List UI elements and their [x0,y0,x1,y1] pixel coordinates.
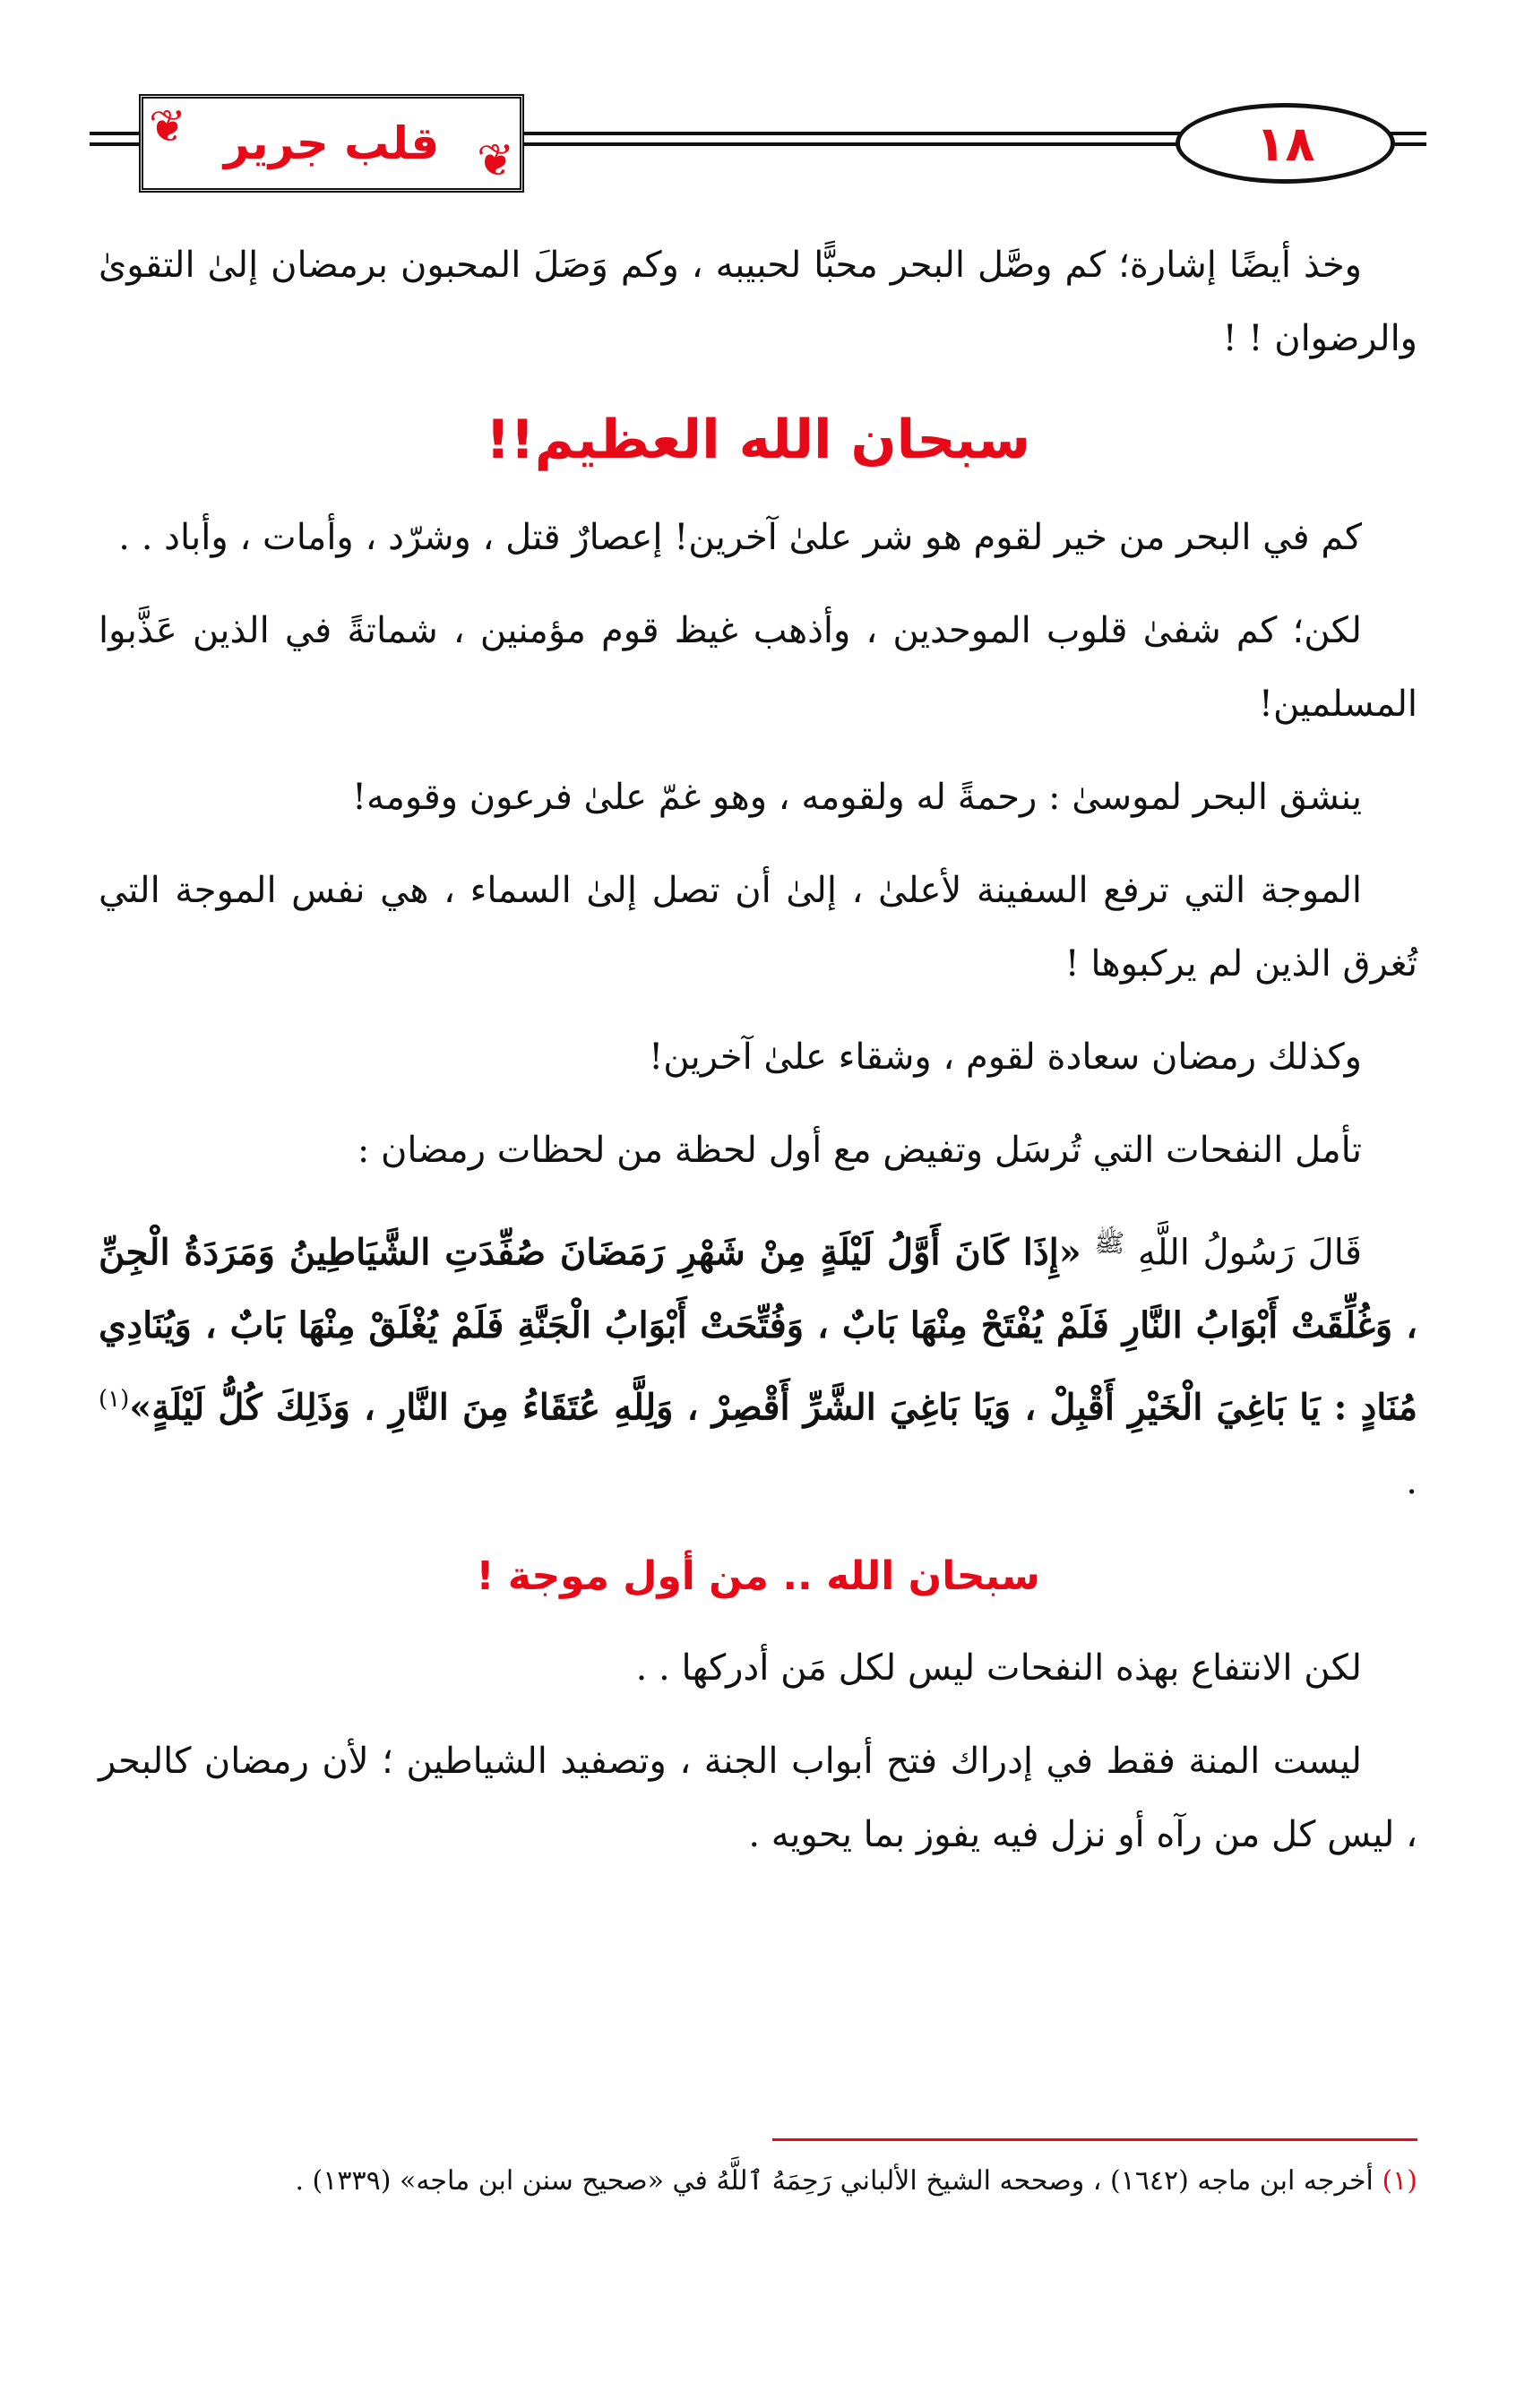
footnote-divider [772,2138,1417,2141]
paragraph-1: وخذ أيضًا إشارة؛ كم وصَّل البحر محبًّا لحبيبه ، وكم وَصَلَ المحبون برمضان إلىٰ التقوىٰ والرضوان ! ! [99,245,1417,359]
page-number-oval [1176,103,1395,184]
section-heading-1: سبحان الله العظيم!! [486,408,1030,471]
paragraph-9: ليست المنة فقط في إدراك فتح أبواب الجنة ، وتصفيد الشياطين ؛ لأن رمضان كالبحر ، ليس كل من رآه أو نزل فيه يفوز بما يحويه . [99,1740,1417,1855]
paragraph-8: لكن الانتفاع بهذه النفحات ليس لكل مَن أدركها . . [635,1647,1362,1689]
paragraph-4: ينشق البحر لموسىٰ : رحمةً له ولقومه ، وهو غمّ علىٰ فرعون وقومه! [351,777,1362,818]
book-title: قلب جرير [223,117,440,169]
footnote [99,2154,1417,2208]
ornament-icon: ❦ [477,134,514,186]
paragraph-2: كم في البحر من خير لقوم هو شر علىٰ آخرين! إعصارٌ قتل ، وشرّد ، وأمات ، وأباد . . [118,517,1362,558]
page-number: ١٨ [1255,115,1315,172]
section-heading-2: سبحان الله .. من أول موجة ! [476,1552,1040,1599]
hadith-text: «إِذَا كَانَ أَوَّلُ لَيْلَةٍ مِنْ شَهْرِ رَمَضَانَ صُفِّدَتِ الشَّيَاطِينُ وَمَرَدَةُ الْجِنِّ ، وَغُلِّقَتْ أَبْوَابُ النَّارِ فَلَمْ يُفْتَحْ مِنْهَا بَابٌ ، وَفُتِّحَتْ أَبْوَابُ الْجَنَّةِ فَلَمْ يُغْلَقْ مِنْهَا بَابٌ ، وَيُنَادِي مُنَادٍ : يَا بَاغِيَ الْخَيْرِ أَقْبِلْ ، وَيَا بَاغِيَ الشَّرِّ أَقْصِرْ ، وَلِلَّهِ عُتَقَاءُ مِنَ النَّارِ ، وَذَلِكَ كُلُّ لَيْلَةٍ» [99,1231,1417,1429]
paragraph-5: الموجة التي ترفع السفينة لأعلىٰ ، إلىٰ أن تصل إلىٰ السماء ، هي نفس الموجة التي تُغرق الذين لم يركبوها ! [99,870,1417,985]
paragraph-6: وكذلك رمضان سعادة لقوم ، وشقاء علىٰ آخرين! [649,1036,1362,1078]
footnote-number: (١) [1382,2165,1417,2197]
page-header [90,85,1426,202]
hadith-end: . [1406,1460,1417,1502]
ornament-icon: ❦ [149,100,186,152]
paragraph-7: تأمل النفحات التي تُرسَل وتفيض مع أول لحظة من لحظات رمضان : [357,1130,1362,1171]
hadith-intro: قَالَ رَسُولُ اللَّهِ [1137,1232,1363,1274]
footnote-marker: (١) [99,1386,130,1414]
footnote-text: أخرجه ابن ماجه (١٦٤٢) ، وصححه الشيخ الألباني رَحِمَهُ ٱللَّهُ في «صحيح سنن ابن ماجه» (١٣٣٩) . [295,2165,1374,2197]
sallallah-glyph: ﷺ [1094,1228,1125,1258]
book-title-frame [139,94,524,193]
paragraph-3: لكن؛ كم شفىٰ قلوب الموحدين ، وأذهب غيظ قوم مؤمنين ، شماتةً في الذين عَذَّبوا المسلمين! [99,610,1417,725]
hadith-paragraph [99,1207,1417,1518]
page-body [99,228,1417,1891]
